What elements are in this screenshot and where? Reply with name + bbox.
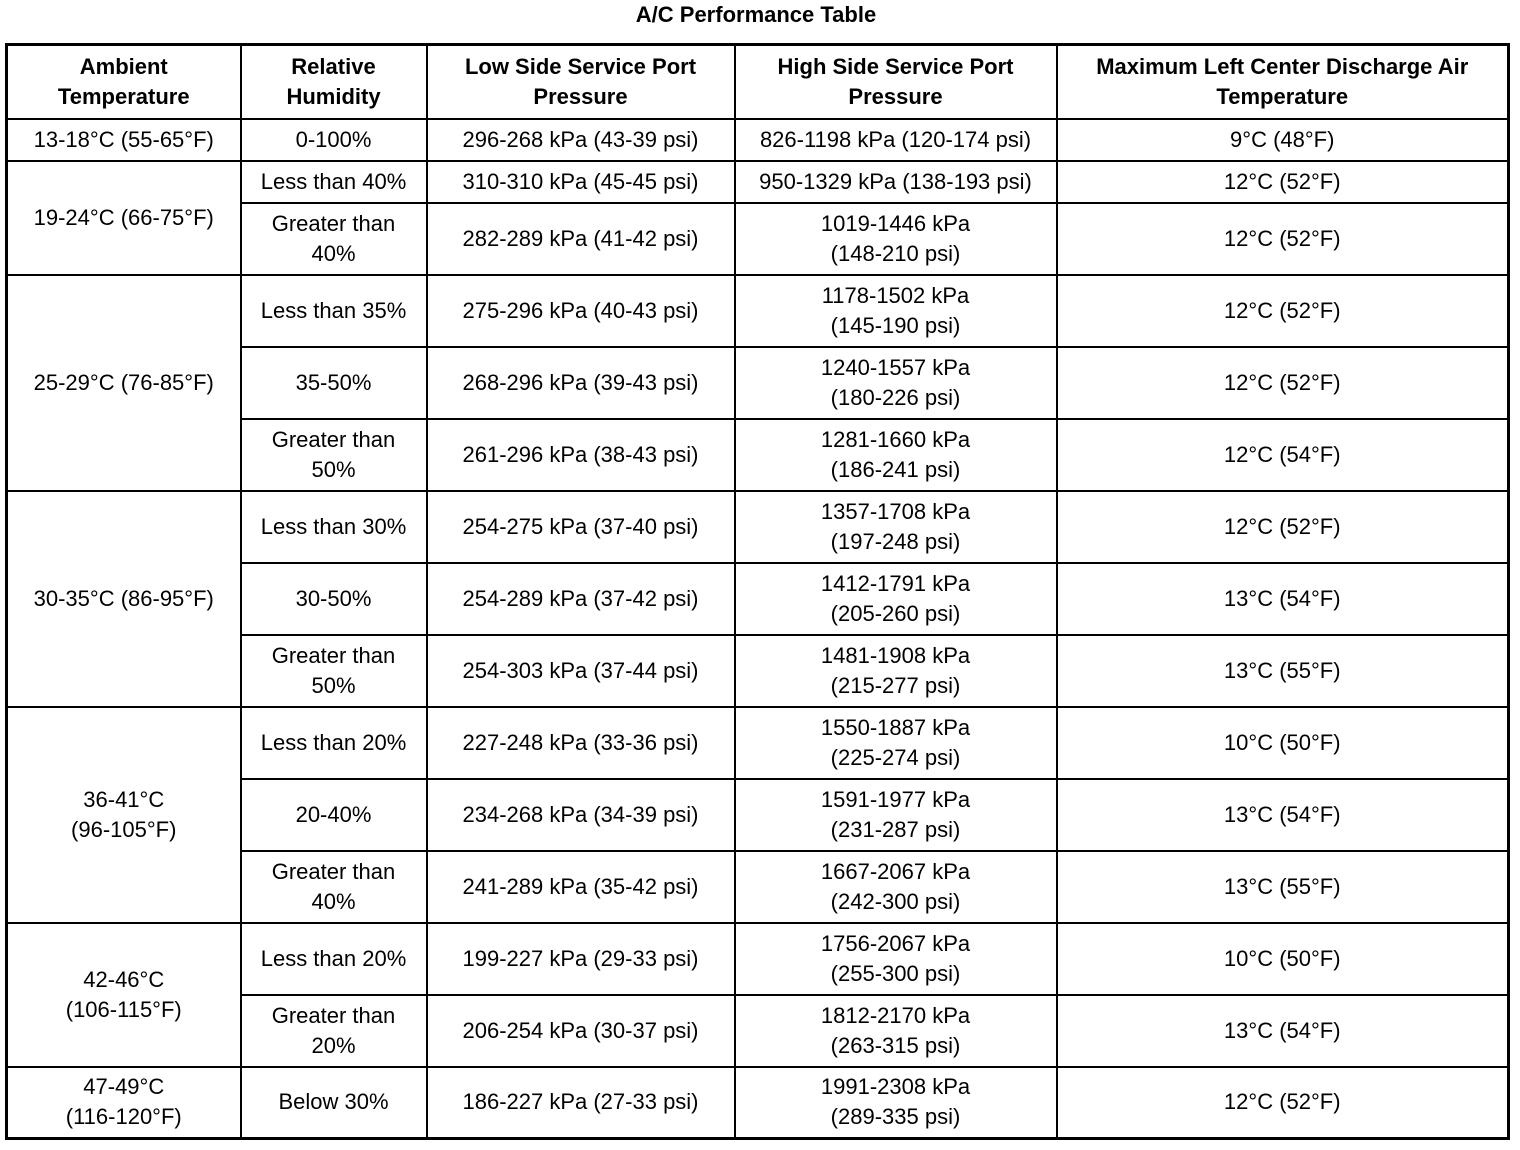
high-side-pressure-line: 826-1198 kPa (120-174 psi) (759, 126, 1032, 152)
high-side-pressure-cell (735, 707, 1057, 779)
max-discharge-air-temperature-cell: 10°C (50°F) (1057, 923, 1509, 995)
ambient-temperature-line: 25-29°C (76-85°F) (33, 369, 214, 395)
high-side-pressure-cell (735, 203, 1057, 275)
relative-humidity-line: 20% (311, 1032, 356, 1058)
relative-humidity-line: 50% (311, 672, 356, 698)
low-side-pressure-cell: 254-275 kPa (37-40 psi) (427, 491, 735, 563)
high-side-pressure-line: (242-300 psi) (830, 888, 961, 914)
low-side-pressure-cell: 241-289 kPa (35-42 psi) (427, 851, 735, 923)
ambient-temperature-line: 13-18°C (55-65°F) (33, 126, 214, 152)
header-high-side-pressure (735, 45, 1057, 119)
low-side-pressure-cell: 275-296 kPa (40-43 psi) (427, 275, 735, 347)
header-low-line-2: Pressure (533, 83, 628, 109)
ambient-temperature-line: (96-105°F) (71, 816, 177, 842)
ambient-temperature-line: (116-120°F) (65, 1104, 182, 1130)
high-side-pressure-line: (180-226 psi) (830, 384, 961, 410)
high-side-pressure-line: 1281-1660 kPa (820, 426, 971, 452)
ambient-temperature-cell (7, 707, 241, 923)
low-side-pressure-cell: 310-310 kPa (45-45 psi) (427, 161, 735, 203)
high-side-pressure-line: 950-1329 kPa (138-193 psi) (759, 168, 1032, 194)
relative-humidity-cell (241, 1067, 427, 1139)
table-row (7, 161, 1509, 203)
high-side-pressure-line: 1591-1977 kPa (820, 786, 971, 812)
ambient-temperature-line: (106-115°F) (65, 996, 182, 1022)
low-side-pressure-cell: 254-303 kPa (37-44 psi) (427, 635, 735, 707)
high-side-pressure-cell (735, 1067, 1057, 1139)
low-side-pressure-cell: 261-296 kPa (38-43 psi) (427, 419, 735, 491)
high-side-pressure-line: 1412-1791 kPa (820, 570, 971, 596)
low-side-pressure-cell: 199-227 kPa (29-33 psi) (427, 923, 735, 995)
high-side-pressure-cell (735, 563, 1057, 635)
low-side-pressure-cell: 227-248 kPa (33-36 psi) (427, 707, 735, 779)
high-side-pressure-cell (735, 851, 1057, 923)
high-side-pressure-line: 1481-1908 kPa (820, 642, 971, 668)
high-side-pressure-line: (215-277 psi) (830, 672, 961, 698)
high-side-pressure-cell (735, 347, 1057, 419)
high-side-pressure-line: (197-248 psi) (830, 528, 961, 554)
low-side-pressure-cell: 234-268 kPa (34-39 psi) (427, 779, 735, 851)
ambient-temperature-cell (7, 923, 241, 1067)
high-side-pressure-line: (186-241 psi) (830, 456, 961, 482)
high-side-pressure-cell (735, 779, 1057, 851)
table-title: A/C Performance Table (635, 2, 877, 27)
low-side-pressure-cell: 296-268 kPa (43-39 psi) (427, 119, 735, 161)
max-discharge-air-temperature-cell: 13°C (55°F) (1057, 635, 1509, 707)
high-side-pressure-cell (735, 491, 1057, 563)
header-ambient-temperature (7, 45, 241, 119)
ambient-temperature-line: 19-24°C (66-75°F) (33, 204, 214, 230)
header-humidity-line-2: Humidity (286, 83, 381, 109)
high-side-pressure-cell (735, 995, 1057, 1067)
max-discharge-air-temperature-cell: 13°C (54°F) (1057, 563, 1509, 635)
table-body (7, 119, 1509, 1139)
table-row (7, 1067, 1509, 1139)
ambient-temperature-cell (7, 161, 241, 275)
high-side-pressure-line: 1240-1557 kPa (820, 354, 971, 380)
max-discharge-air-temperature-cell: 12°C (52°F) (1057, 347, 1509, 419)
high-side-pressure-line: (205-260 psi) (830, 600, 961, 626)
max-discharge-air-temperature-cell: 12°C (52°F) (1057, 491, 1509, 563)
high-side-pressure-line: (263-315 psi) (830, 1032, 961, 1058)
high-side-pressure-cell (735, 119, 1057, 161)
relative-humidity-line: 40% (311, 240, 356, 266)
relative-humidity-line: Less than 30% (260, 513, 407, 539)
relative-humidity-cell (241, 707, 427, 779)
header-high-line-1: High Side Service Port (777, 53, 1014, 79)
header-max-line-2: Temperature (1216, 83, 1349, 109)
relative-humidity-line: Greater than (271, 858, 396, 884)
ambient-temperature-line: 42-46°C (83, 966, 165, 992)
relative-humidity-line: Below 30% (278, 1089, 389, 1115)
ambient-temperature-cell (7, 491, 241, 707)
low-side-pressure-cell: 186-227 kPa (27-33 psi) (427, 1067, 735, 1139)
high-side-pressure-line: 1756-2067 kPa (820, 930, 971, 956)
high-side-pressure-line: (145-190 psi) (830, 312, 961, 338)
header-max-discharge-air-temperature (1057, 45, 1509, 119)
header-relative-humidity (241, 45, 427, 119)
low-side-pressure-cell: 206-254 kPa (30-37 psi) (427, 995, 735, 1067)
relative-humidity-line: 0-100% (295, 126, 372, 152)
high-side-pressure-cell (735, 161, 1057, 203)
high-side-pressure-line: (225-274 psi) (830, 744, 961, 770)
relative-humidity-cell (241, 275, 427, 347)
relative-humidity-cell (241, 995, 427, 1067)
table-row (7, 275, 1509, 347)
header-ambient-line-1: Ambient (79, 53, 168, 79)
high-side-pressure-line: 1019-1446 kPa (820, 210, 971, 236)
max-discharge-air-temperature-cell: 12°C (52°F) (1057, 1067, 1509, 1139)
header-max-line-1: Maximum Left Center Discharge Air (1096, 53, 1469, 79)
max-discharge-air-temperature-cell: 12°C (54°F) (1057, 419, 1509, 491)
header-humidity-line-1: Relative (291, 53, 376, 79)
relative-humidity-cell (241, 203, 427, 275)
relative-humidity-line: 35-50% (295, 369, 372, 395)
ambient-temperature-line: 30-35°C (86-95°F) (33, 585, 214, 611)
relative-humidity-line: 30-50% (295, 585, 372, 611)
high-side-pressure-cell (735, 419, 1057, 491)
high-side-pressure-cell (735, 635, 1057, 707)
relative-humidity-line: Greater than (271, 1002, 396, 1028)
relative-humidity-cell (241, 119, 427, 161)
header-low-side-pressure (427, 45, 735, 119)
relative-humidity-cell (241, 161, 427, 203)
high-side-pressure-line: 1550-1887 kPa (820, 714, 971, 740)
relative-humidity-cell (241, 419, 427, 491)
high-side-pressure-line: 1667-2067 kPa (820, 858, 971, 884)
relative-humidity-line: Less than 20% (260, 729, 407, 755)
ambient-temperature-cell (7, 275, 241, 491)
max-discharge-air-temperature-cell: 12°C (52°F) (1057, 203, 1509, 275)
low-side-pressure-cell: 282-289 kPa (41-42 psi) (427, 203, 735, 275)
ac-performance-table (5, 43, 1510, 1140)
high-side-pressure-line: 1812-2170 kPa (820, 1002, 971, 1028)
relative-humidity-line: 40% (311, 888, 356, 914)
high-side-pressure-line: (289-335 psi) (830, 1104, 961, 1130)
relative-humidity-line: Greater than (271, 210, 396, 236)
high-side-pressure-cell (735, 923, 1057, 995)
high-side-pressure-line: (148-210 psi) (830, 240, 961, 266)
table-row (7, 119, 1509, 161)
relative-humidity-line: Less than 35% (260, 297, 407, 323)
header-low-line-1: Low Side Service Port (464, 53, 697, 79)
table-row (7, 707, 1509, 779)
relative-humidity-cell (241, 779, 427, 851)
relative-humidity-cell (241, 635, 427, 707)
max-discharge-air-temperature-cell: 13°C (54°F) (1057, 779, 1509, 851)
relative-humidity-line: Less than 20% (260, 945, 407, 971)
max-discharge-air-temperature-cell: 12°C (52°F) (1057, 275, 1509, 347)
high-side-pressure-line: 1991-2308 kPa (820, 1074, 971, 1100)
max-discharge-air-temperature-cell: 13°C (55°F) (1057, 851, 1509, 923)
high-side-pressure-line: (255-300 psi) (830, 960, 961, 986)
relative-humidity-line: 20-40% (295, 801, 372, 827)
max-discharge-air-temperature-cell: 13°C (54°F) (1057, 995, 1509, 1067)
table-row (7, 923, 1509, 995)
high-side-pressure-cell (735, 275, 1057, 347)
relative-humidity-cell (241, 851, 427, 923)
max-discharge-air-temperature-cell: 12°C (52°F) (1057, 161, 1509, 203)
low-side-pressure-cell: 254-289 kPa (37-42 psi) (427, 563, 735, 635)
low-side-pressure-cell: 268-296 kPa (39-43 psi) (427, 347, 735, 419)
relative-humidity-cell (241, 563, 427, 635)
max-discharge-air-temperature-cell: 9°C (48°F) (1057, 119, 1509, 161)
ambient-temperature-line: 36-41°C (83, 786, 165, 812)
relative-humidity-cell (241, 347, 427, 419)
relative-humidity-line: Greater than (271, 642, 396, 668)
header-high-line-2: Pressure (848, 83, 943, 109)
ambient-temperature-cell (7, 1067, 241, 1139)
high-side-pressure-line: 1357-1708 kPa (820, 498, 971, 524)
relative-humidity-cell (241, 491, 427, 563)
relative-humidity-cell (241, 923, 427, 995)
max-discharge-air-temperature-cell: 10°C (50°F) (1057, 707, 1509, 779)
high-side-pressure-line: 1178-1502 kPa (821, 282, 970, 308)
table-row (7, 491, 1509, 563)
relative-humidity-line: 50% (311, 456, 356, 482)
header-ambient-line-2: Temperature (57, 83, 190, 109)
ambient-temperature-cell (7, 119, 241, 161)
relative-humidity-line: Less than 40% (260, 168, 407, 194)
high-side-pressure-line: (231-287 psi) (830, 816, 961, 842)
ambient-temperature-line: 47-49°C (83, 1074, 165, 1100)
header-row (7, 45, 1509, 119)
relative-humidity-line: Greater than (271, 426, 396, 452)
